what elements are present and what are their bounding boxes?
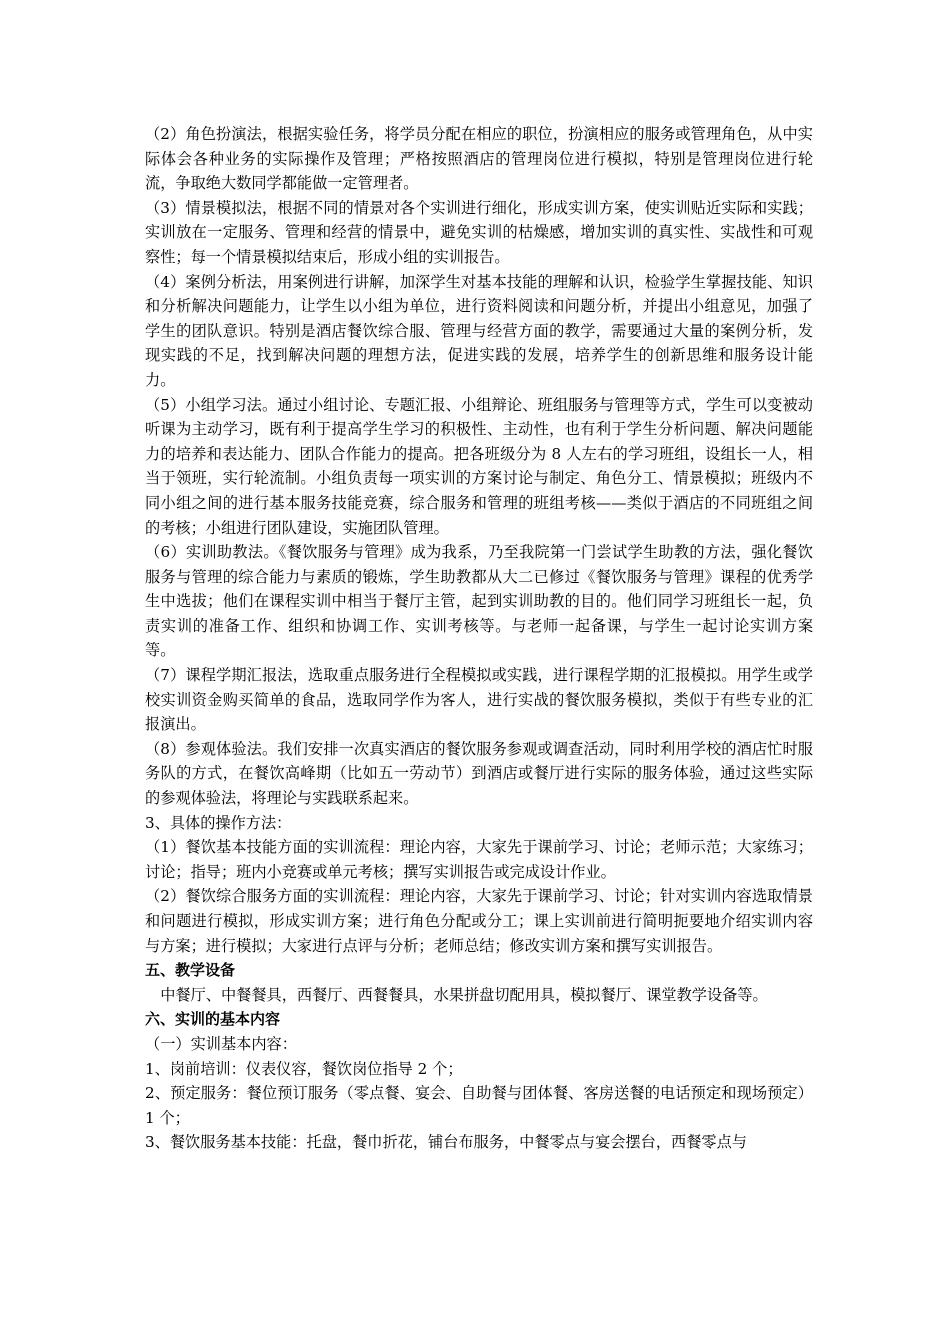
- paragraph-semester-report: （7）课程学期汇报法，选取重点服务进行全程模拟或实践，进行课程学期的汇报模拟。用学生或学校实训资金购买简单的食品，选取同学作为客人，进行实战的餐饮服务模拟，类似于有些专业的汇报演出。: [145, 666, 813, 734]
- document-page: [145, 122, 813, 1155]
- list-item-basic-service-skills: 3、餐饮服务基本技能：托盘，餐巾折花，铺台布服务，中餐零点与宴会摆台，西餐零点与: [145, 1133, 747, 1152]
- paragraph-group-learning: （5）小组学习法。通过小组讨论、专题汇报、小组辩论、班组服务与管理等方式，学生可以变被动听课为主动学习，既有利于提高学生学习的积极性、主动性，也有利于学生分析问题、解决问题能力的培养和表达能力、团队合作能力的提高。把各班级分为 8 人左右的学习班组，设组长一人，相当于领班，实行轮流制。小组负责每一项实训的方案讨论与制定、角色分工、情景模拟；班级内不同小组之间的进行基本服务技能竞赛，综合服务和管理的班组考核——类似于酒店的不同班组之间的考核；小组进行团队建设，实施团队管理。: [145, 395, 813, 537]
- list-item-pre-job-training: 1、岗前培训：仪表仪容，餐饮岗位指导 2 个；: [145, 1059, 463, 1078]
- paragraph-scenario-simulation: （3）情景模拟法，根据不同的情景对各个实训进行细化，形成实训方案，使实训贴近实际和实践；实训放在一定服务、管理和经营的情景中，避免实训的枯燥感，增加实训的真实性、实战性和可观察性；每一个情景模拟结束后，形成小组的实训报告。: [145, 198, 813, 266]
- paragraph-equipment-list: 中餐厅、中餐餐具，西餐厅、西餐餐具，水果拼盘切配用具，模拟餐厅、课堂教学设备等。: [160, 985, 768, 1004]
- paragraph-operation-methods-title: 3、具体的操作方法：: [145, 813, 292, 832]
- section-heading-equipment: 五、教学设备: [145, 961, 236, 980]
- paragraph-basic-content-title: （一）实训基本内容：: [145, 1034, 297, 1053]
- paragraph-teaching-assistant: （6）实训助教法。《餐饮服务与管理》成为我系，乃至我院第一门尝试学生助教的方法，强化餐饮服务与管理的综合能力与素质的锻炼，学生助教都从大二已修过《餐饮服务与管理》课程的优秀学生中选拔；他们在课程实训中相当于餐厅主管，起到实训助教的目的。他们同学习班组长一起，负责实训的准备工作、组织和协调工作、实训考核等。与老师一起备课，与学生一起讨论实训方案等。: [145, 543, 813, 660]
- paragraph-visit-experience: （8）参观体验法。我们安排一次真实酒店的餐饮服务参观或调查活动，同时利用学校的酒店忙时服务队的方式，在餐饮高峰期（比如五一劳动节）到酒店或餐厅进行实际的服务体验，通过这些实际的参观体验法，将理论与实践联系起来。: [145, 739, 813, 808]
- paragraph-comprehensive-service-flow: （2）餐饮综合服务方面的实训流程：理论内容，大家先于课前学习、讨论；针对实训内容选取情景和问题进行模拟，形成实训方案；进行角色分配或分工；课上实训前进行简明扼要地介绍实训内容与方案；进行模拟；大家进行点评与分析；老师总结；修改实训方案和撰写实训报告。: [145, 887, 813, 955]
- paragraph-case-analysis: （4）案例分析法，用案例进行讲解，加深学生对基本技能的理解和认识，检验学生掌握技能、知识和分析解决问题能力，让学生以小组为单位，进行资料阅读和问题分析，并提出小组意见，加强了学生的团队意识。特别是酒店餐饮综合服、管理与经营方面的教学，需要通过大量的案例分析，发现实践的不足，找到解决问题的理想方法，促进实践的发展，培养学生的创新思维和服务设计能力。: [145, 272, 813, 389]
- section-heading-training-content: 六、实训的基本内容: [145, 1010, 281, 1029]
- paragraph-basic-skills-flow: （1）餐饮基本技能方面的实训流程：理论内容，大家先于课前学习、讨论；老师示范；大家练习；讨论；指导；班内小竞赛或单元考核；撰写实训报告或完成设计作业。: [145, 838, 813, 881]
- paragraph-role-play: （2）角色扮演法，根据实验任务，将学员分配在相应的职位，扮演相应的服务或管理角色，从中实际体会各种业务的实际操作及管理；严格按照酒店的管理岗位进行模拟，特别是管理岗位进行轮流，争取绝大数同学都能做一定管理者。: [145, 125, 813, 193]
- list-item-reservation-service: 2、预定服务：餐位预订服务（零点餐、宴会、自助餐与团体餐、客房送餐的电话预定和现场预定）1 个；: [145, 1084, 813, 1127]
